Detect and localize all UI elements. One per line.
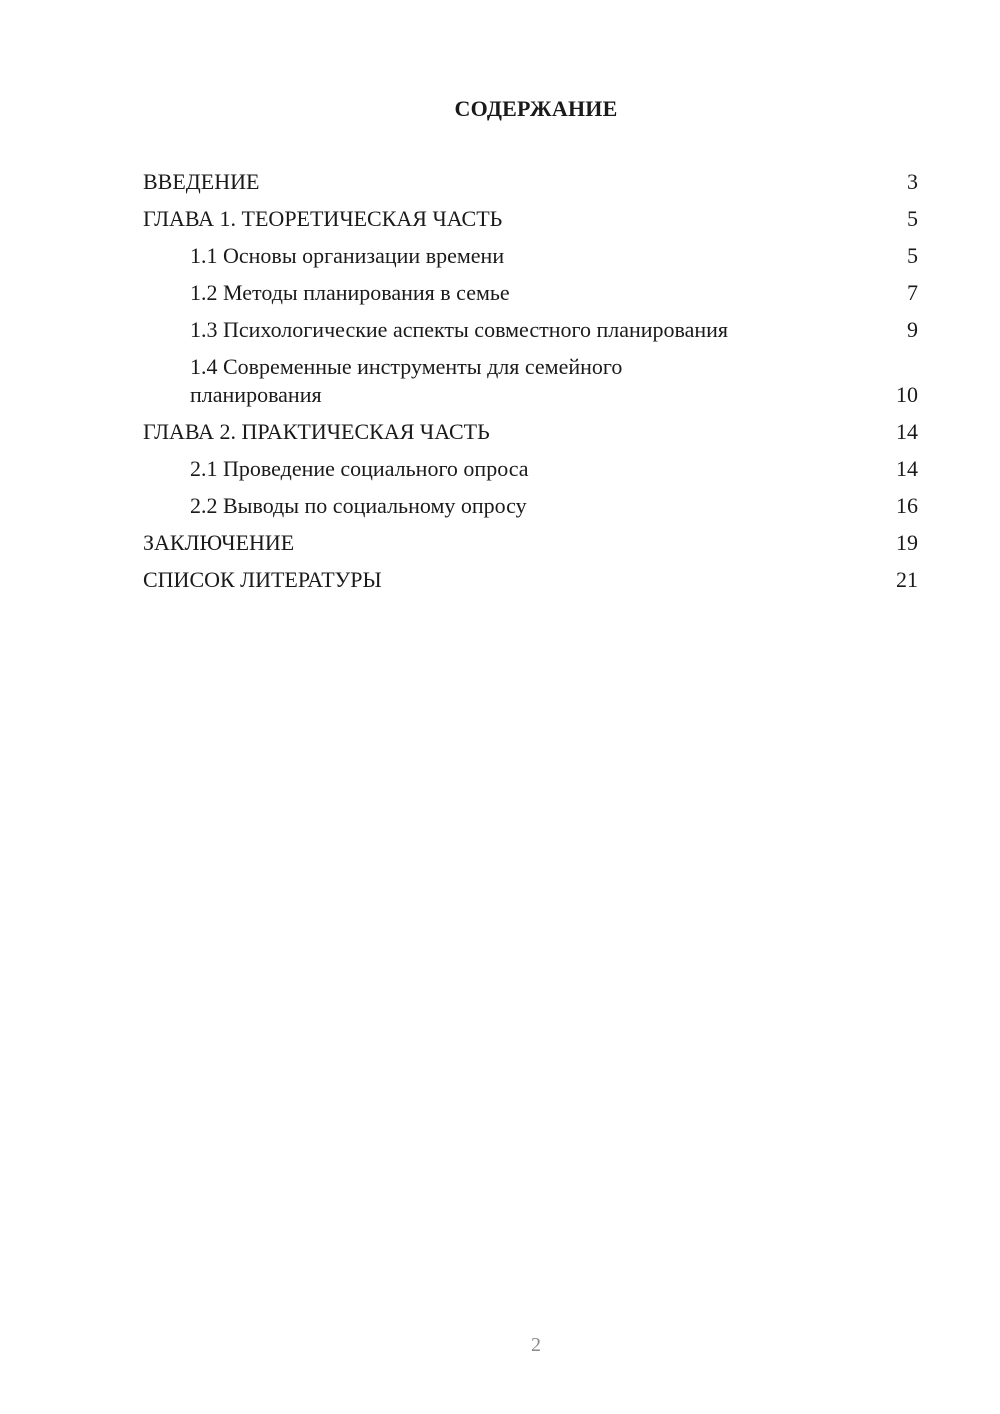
toc-entry-page: 14 (896, 456, 918, 481)
toc-entry-page: 9 (907, 317, 918, 342)
toc-entry-page: 19 (896, 530, 918, 555)
toc-entry[interactable] (143, 566, 918, 594)
toc-entry-label: ВВЕДЕНИЕ (143, 169, 260, 194)
toc-entry-page: 5 (907, 206, 918, 231)
table-of-contents (143, 168, 918, 603)
toc-subentry[interactable] (143, 242, 918, 270)
toc-entry-label: 1.2 Методы планирования в семье (190, 280, 510, 305)
toc-entry[interactable] (143, 418, 918, 446)
toc-entry-label: 2.1 Проведение социального опроса (190, 456, 529, 481)
toc-entry-label: ГЛАВА 2. ПРАКТИЧЕСКАЯ ЧАСТЬ (143, 419, 490, 444)
toc-entry-label: ГЛАВА 1. ТЕОРЕТИЧЕСКАЯ ЧАСТЬ (143, 206, 503, 231)
toc-subentry[interactable] (143, 492, 918, 520)
toc-entry-page: 16 (896, 493, 918, 518)
toc-entry-page: 7 (907, 280, 918, 305)
toc-entry[interactable] (143, 529, 918, 557)
toc-entry-page: 21 (896, 567, 918, 592)
toc-title: СОДЕРЖАНИЕ (454, 96, 618, 121)
toc-subentry[interactable] (143, 353, 918, 409)
toc-subentry[interactable] (143, 279, 918, 307)
toc-entry[interactable] (143, 168, 918, 196)
toc-subentry[interactable] (143, 316, 918, 344)
toc-entry-page: 10 (896, 382, 918, 407)
toc-entry-label: 2.2 Выводы по социальному опросу (190, 493, 527, 518)
page-number: 2 (531, 1334, 541, 1356)
toc-entry-label: 1.4 Современные инструменты для семейного планирования (190, 354, 623, 407)
toc-entry-label: 1.1 Основы организации времени (190, 243, 505, 268)
toc-entry-label: СПИСОК ЛИТЕРАТУРЫ (143, 567, 382, 592)
toc-entry-page: 5 (907, 243, 918, 268)
toc-entry-label: 1.3 Психологические аспекты совместного планирования (190, 317, 729, 342)
toc-subentry[interactable] (143, 455, 918, 483)
toc-entry[interactable] (143, 205, 918, 233)
toc-entry-label: ЗАКЛЮЧЕНИЕ (143, 530, 295, 555)
toc-entry-page: 3 (907, 169, 918, 194)
toc-entry-page: 14 (896, 419, 918, 444)
